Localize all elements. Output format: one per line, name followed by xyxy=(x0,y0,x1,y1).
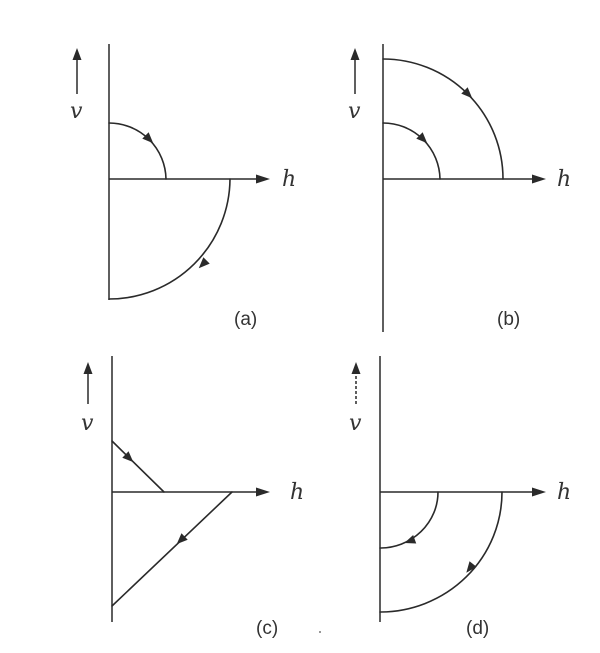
panel-b-v-indicator-arrowhead xyxy=(351,48,360,60)
panel-a-v-label: v xyxy=(70,99,83,124)
scan-speck xyxy=(319,631,321,633)
panel-c-v-label: v xyxy=(81,411,94,436)
panel-b-small-trajectory xyxy=(383,123,440,179)
panel-b-h-axis-arrowhead xyxy=(532,175,546,184)
panel-c-v-indicator-arrowhead xyxy=(84,362,93,374)
panel-b-large-trajectory xyxy=(383,59,503,179)
panel-c-h-axis-arrowhead xyxy=(256,488,270,497)
panel-a-small-trajectory xyxy=(109,123,166,179)
panel-a-caption: (a) xyxy=(234,309,258,330)
panel-d-large-trajectory xyxy=(380,492,502,612)
panel-d-caption: (d) xyxy=(466,618,490,639)
panel-b-h-label: h xyxy=(557,167,572,192)
panel-c-short-line-trajectory xyxy=(112,441,164,492)
panel-b xyxy=(348,44,571,332)
panel-d-v-label: v xyxy=(349,411,362,436)
panel-c-caption: (c) xyxy=(256,618,279,639)
panel-a xyxy=(70,44,296,330)
panel-c xyxy=(81,356,304,639)
panel-a-h-label: h xyxy=(282,167,297,192)
panel-d-h-axis-arrowhead xyxy=(532,488,546,497)
panel-a-v-indicator-arrowhead xyxy=(73,48,82,60)
panel-c-h-label: h xyxy=(290,480,305,505)
panel-a-large-trajectory xyxy=(109,179,230,299)
panel-c-long-line-trajectory xyxy=(112,492,232,606)
panel-a-h-axis-arrowhead xyxy=(256,175,270,184)
panel-b-caption: (b) xyxy=(497,309,521,330)
panel-d-v-indicator-arrowhead xyxy=(352,362,361,374)
panel-d xyxy=(349,356,571,639)
panel-d-h-label: h xyxy=(557,480,572,505)
panel-b-v-label: v xyxy=(348,99,361,124)
